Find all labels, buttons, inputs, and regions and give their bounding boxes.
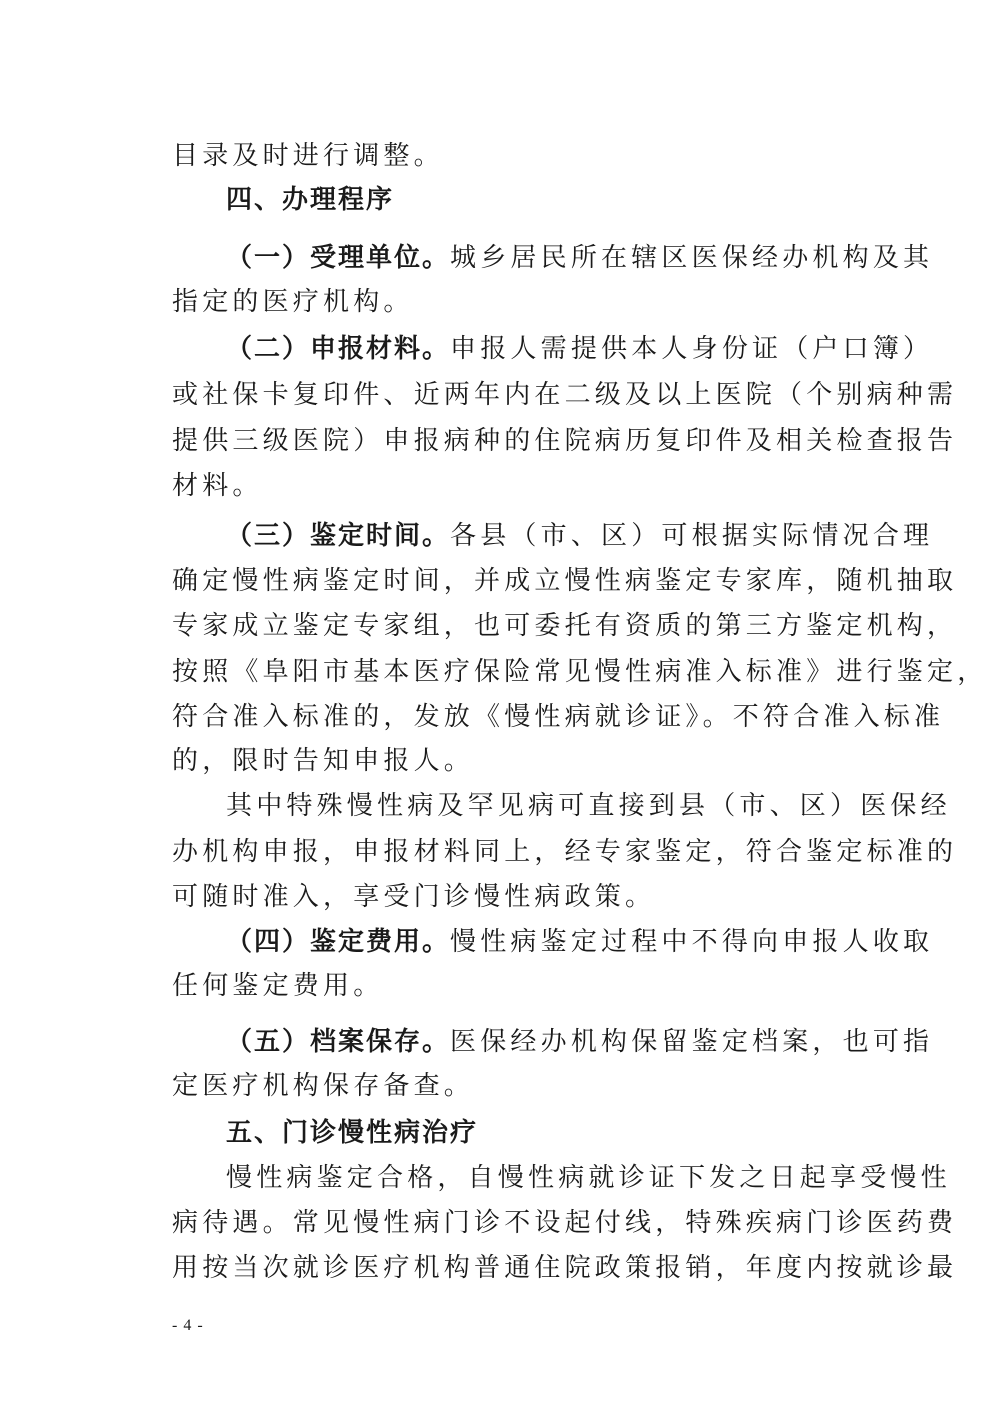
body-text: 申报人需提供本人身份证（户口簿） [450, 334, 934, 364]
body-text: 慢性病鉴定过程中不得向申报人收取 [450, 927, 934, 957]
body-text: 或社保卡复印件、近两年内在二级及以上医院（个别病种需 [172, 380, 958, 410]
body-text: 符合准入标准的，发放《慢性病就诊证》。不符合准入标准 [172, 702, 945, 732]
paragraph-line [172, 741, 862, 781]
paragraph-line [226, 786, 951, 826]
paragraph-line [172, 1066, 862, 1106]
paragraph-line [172, 832, 958, 872]
paragraph-line [172, 966, 862, 1006]
paragraph-line [172, 606, 958, 646]
section-heading-5: 五、门诊慢性病治疗 [226, 1118, 479, 1148]
body-text: 目录及时进行调整。 [172, 141, 444, 171]
paragraph-line [172, 282, 862, 322]
body-text: 其中特殊慢性病及罕见病可直接到县（市、区）医保经 [226, 791, 951, 821]
subsection-5-label: （五）档案保存。 [226, 1027, 451, 1057]
paragraph-line [172, 1248, 958, 1288]
subsection-3-line [226, 516, 934, 556]
paragraph-line [172, 421, 958, 461]
body-text: 任何鉴定费用。 [172, 971, 384, 1001]
subsection-5-line [226, 1022, 934, 1062]
paragraph-line [172, 697, 945, 737]
section-heading-4: 四、办理程序 [226, 185, 395, 215]
subsection-1-label: （一）受理单位。 [226, 243, 451, 273]
body-text: 材料。 [172, 471, 263, 501]
body-text: 定医疗机构保存备查。 [172, 1071, 475, 1101]
paragraph-line [226, 1158, 951, 1198]
page-number: - 4 - [172, 1317, 204, 1334]
body-text: 的，限时告知申报人。 [172, 746, 475, 776]
subsection-4-line [226, 922, 934, 962]
paragraph-line [172, 877, 862, 917]
paragraph-line [172, 652, 988, 692]
body-text: 可随时准入，享受门诊慢性病政策。 [172, 882, 656, 912]
body-text: 指定的医疗机构。 [172, 287, 414, 317]
subsection-4-label: （四）鉴定费用。 [226, 927, 451, 957]
body-text: 提供三级医院）申报病种的住院病历复印件及相关检查报告 [172, 426, 958, 456]
body-text: 医保经办机构保留鉴定档案，也可指 [450, 1027, 934, 1057]
body-text: 确定慢性病鉴定时间，并成立慢性病鉴定专家库，随机抽取 [172, 566, 958, 596]
paragraph-line [172, 1203, 958, 1243]
body-text: 各县（市、区）可根据实际情况合理 [450, 521, 934, 551]
body-text: 城乡居民所在辖区医保经办机构及其 [450, 243, 934, 273]
subsection-3-label: （三）鉴定时间。 [226, 521, 451, 551]
body-text: 病待遇。常见慢性病门诊不设起付线，特殊疾病门诊医药费 [172, 1208, 958, 1238]
subsection-2-line [226, 329, 934, 369]
subsection-1-line [226, 238, 934, 278]
body-text: 用按当次就诊医疗机构普通住院政策报销，年度内按就诊最 [172, 1253, 958, 1283]
body-text: 专家成立鉴定专家组，也可委托有资质的第三方鉴定机构， [172, 611, 958, 641]
subsection-2-label: （二）申报材料。 [226, 334, 451, 364]
paragraph-line [172, 136, 862, 176]
body-text: 办机构申报，申报材料同上，经专家鉴定，符合鉴定标准的 [172, 837, 958, 867]
paragraph-line [172, 375, 958, 415]
paragraph-line [172, 466, 862, 506]
body-text: 慢性病鉴定合格，自慢性病就诊证下发之日起享受慢性 [226, 1163, 951, 1193]
paragraph-line [172, 561, 958, 601]
body-text: 按照《阜阳市基本医疗保险常见慢性病准入标准》进行鉴定， [172, 657, 988, 687]
